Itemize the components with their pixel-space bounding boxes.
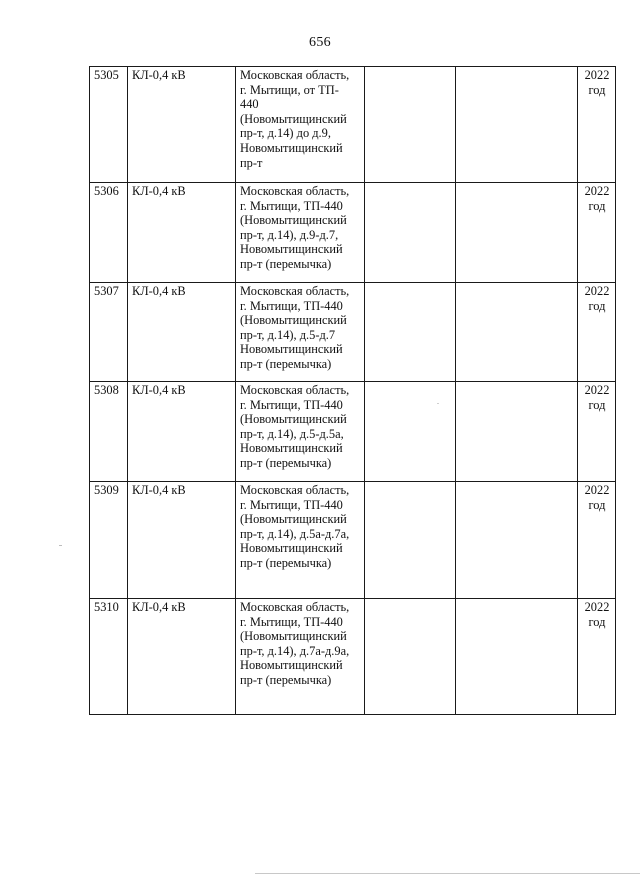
address-line: Московская область, (240, 68, 350, 82)
empty-cell (365, 482, 456, 599)
address-line: (Новомытищинский (240, 213, 347, 228)
year-value: 2022 (584, 383, 610, 397)
address-line: г. Мытищи, ТП-440 (240, 614, 343, 629)
object-type: КЛ-0,4 кВ (128, 382, 236, 482)
table-row (90, 599, 616, 715)
object-type: КЛ-0,4 кВ (128, 283, 236, 382)
address-line: (Новомытищинский (240, 111, 347, 126)
address-line: (Новомытищинский (240, 512, 347, 527)
address-line: 440 (240, 97, 259, 112)
address-line: Московская область, (240, 284, 350, 298)
year-cell (578, 67, 616, 183)
address-line: г. Мытищи, от ТП- (240, 82, 339, 97)
address-line: пр-т (перемычка) (240, 555, 332, 570)
address-line: пр-т (240, 155, 263, 170)
address-line: пр-т (перемычка) (240, 256, 332, 271)
year-cell (578, 482, 616, 599)
object-address (236, 382, 365, 482)
table-row (90, 67, 616, 183)
address-line: (Новомытищинский (240, 629, 347, 644)
row-number: 5307 (90, 283, 128, 382)
object-address (236, 183, 365, 283)
empty-cell (365, 382, 456, 482)
address-line: Новомытищинский (240, 342, 343, 357)
scan-speck (437, 403, 439, 404)
address-line: (Новомытищинский (240, 412, 347, 427)
address-line: г. Мытищи, ТП-440 (240, 397, 343, 412)
year-cell (578, 599, 616, 715)
address-line: Московская область, (240, 184, 350, 198)
address-line: Московская область, (240, 483, 350, 497)
address-line: Новомытищинский (240, 658, 343, 673)
year-unit: год (588, 397, 606, 412)
year-cell (578, 283, 616, 382)
empty-cell (456, 283, 578, 382)
empty-cell (365, 599, 456, 715)
empty-cell (365, 283, 456, 382)
address-line: пр-т (перемычка) (240, 672, 332, 687)
address-line: Новомытищинский (240, 242, 343, 257)
empty-cell (456, 382, 578, 482)
empty-cell (456, 482, 578, 599)
year-cell (578, 183, 616, 283)
year-unit: год (588, 198, 606, 213)
object-type: КЛ-0,4 кВ (128, 599, 236, 715)
address-line: г. Мытищи, ТП-440 (240, 497, 343, 512)
object-address (236, 599, 365, 715)
empty-cell (456, 599, 578, 715)
year-value: 2022 (584, 600, 610, 614)
address-line: Новомытищинский (240, 541, 343, 556)
empty-cell (365, 183, 456, 283)
year-unit: год (588, 614, 606, 629)
year-value: 2022 (584, 68, 610, 82)
empty-cell (456, 183, 578, 283)
page-number: 656 (309, 35, 331, 50)
address-line: пр-т, д.14), д.5а-д.7а, (240, 526, 350, 541)
year-unit: год (588, 298, 606, 313)
empty-cell (365, 67, 456, 183)
year-unit: год (588, 82, 606, 97)
address-line: г. Мытищи, ТП-440 (240, 198, 343, 213)
register-table (89, 66, 616, 715)
address-line: пр-т, д.14), д.5-д.5а, (240, 426, 344, 441)
row-number: 5305 (90, 67, 128, 183)
table-row (90, 382, 616, 482)
address-line: пр-т, д.14), д.7а-д.9а, (240, 643, 350, 658)
address-line: г. Мытищи, ТП-440 (240, 298, 343, 313)
object-type: КЛ-0,4 кВ (128, 482, 236, 599)
address-line: Московская область, (240, 383, 350, 397)
address-line: пр-т (перемычка) (240, 455, 332, 470)
row-number: 5310 (90, 599, 128, 715)
scan-speck (59, 545, 62, 546)
address-line: пр-т, д.14) до д.9, (240, 126, 331, 141)
address-line: Московская область, (240, 600, 350, 614)
year-cell (578, 382, 616, 482)
row-number: 5309 (90, 482, 128, 599)
row-number: 5308 (90, 382, 128, 482)
table-row (90, 482, 616, 599)
table-row (90, 283, 616, 382)
object-address (236, 482, 365, 599)
address-line: (Новомытищинский (240, 313, 347, 328)
year-value: 2022 (584, 483, 610, 497)
address-line: Новомытищинский (240, 441, 343, 456)
scan-edge-line (255, 873, 640, 874)
address-line: пр-т, д.14), д.9-д.7, (240, 227, 339, 242)
address-line: Новомытищинский (240, 140, 343, 155)
object-type: КЛ-0,4 кВ (128, 183, 236, 283)
object-address (236, 67, 365, 183)
year-value: 2022 (584, 184, 610, 198)
year-unit: год (588, 497, 606, 512)
table-row (90, 183, 616, 283)
empty-cell (456, 67, 578, 183)
object-address (236, 283, 365, 382)
address-line: пр-т (перемычка) (240, 356, 332, 371)
address-line: пр-т, д.14), д.5-д.7 (240, 327, 336, 342)
row-number: 5306 (90, 183, 128, 283)
object-type: КЛ-0,4 кВ (128, 67, 236, 183)
year-value: 2022 (584, 284, 610, 298)
